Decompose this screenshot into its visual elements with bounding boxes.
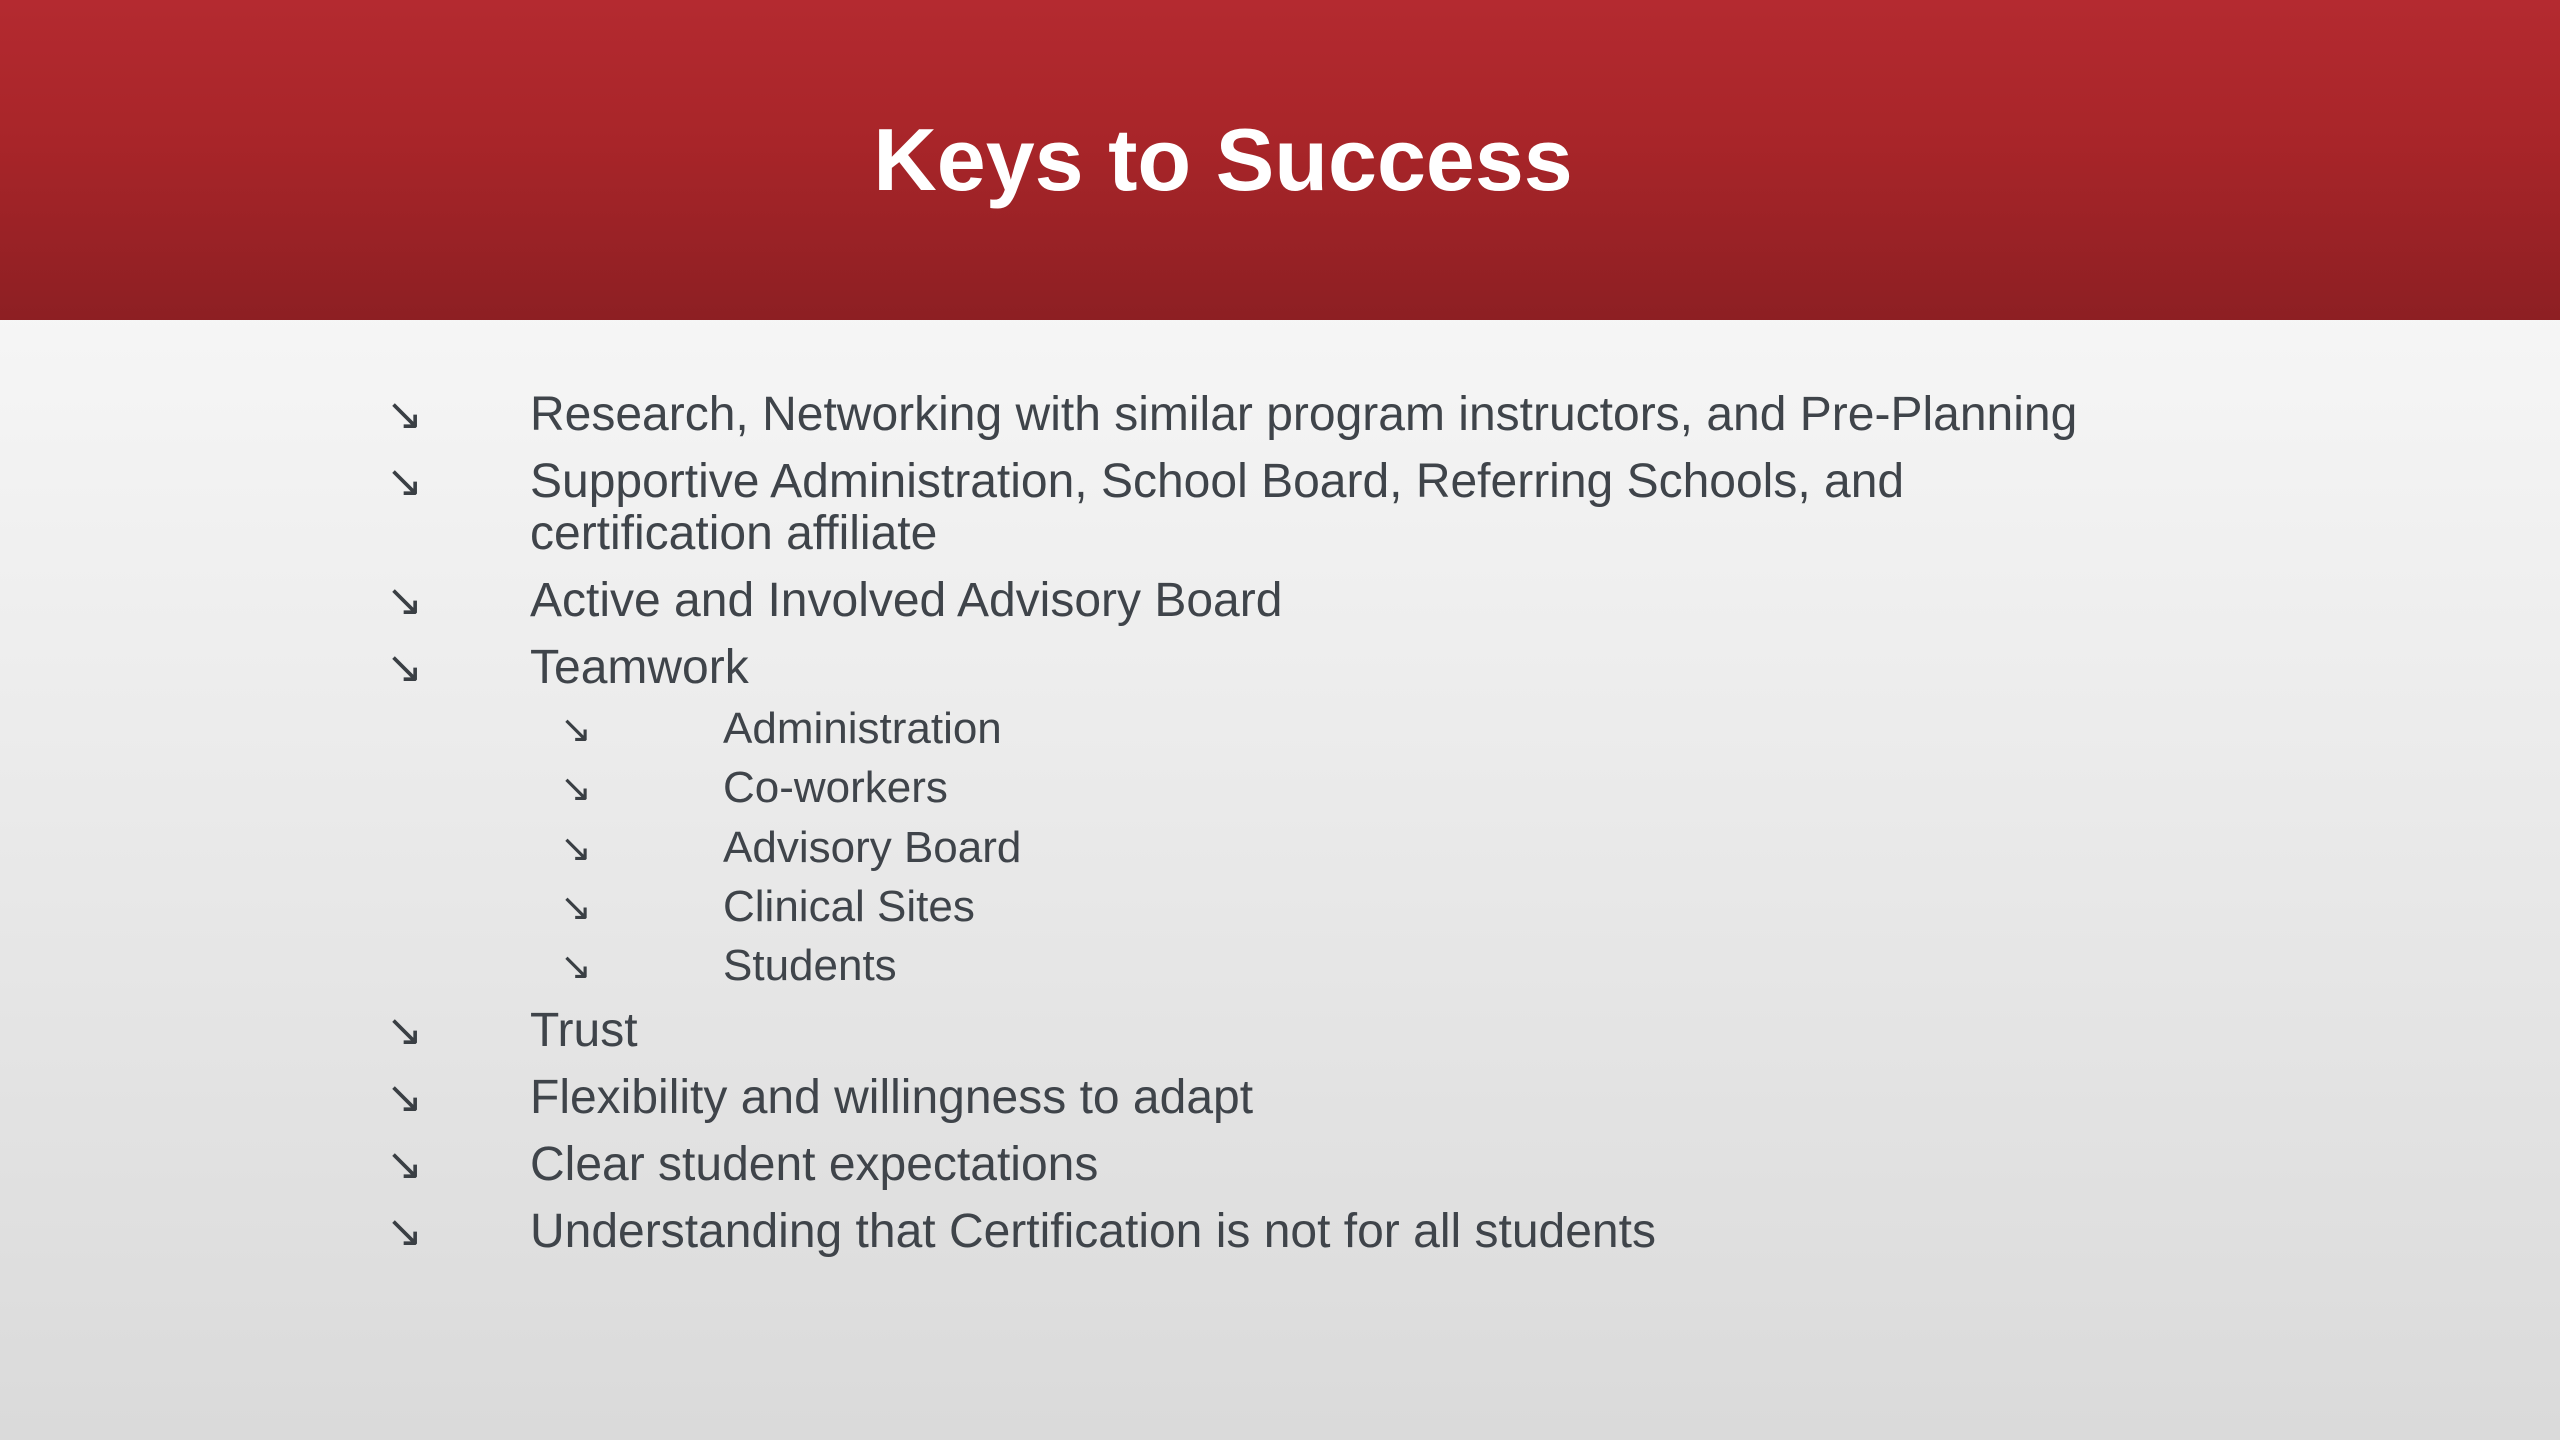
arrow-down-right-icon: ↘ xyxy=(386,1139,423,1190)
sub-list-item-text: Students xyxy=(723,941,897,990)
sub-list-item-text: Administration xyxy=(723,704,1002,753)
list-item-text: Active and Involved Advisory Board xyxy=(530,574,1283,627)
list-item-text: Research, Networking with similar program instructors, and Pre-Planning xyxy=(530,388,2078,441)
sub-list-item-text: Co-workers xyxy=(723,763,948,812)
list-item-text: Supportive Administration, School Board, Referring Schools, and xyxy=(530,455,1905,508)
arrow-down-right-icon: ↘ xyxy=(386,456,423,507)
arrow-down-right-icon: ↘ xyxy=(386,1072,423,1123)
sub-list-item-text: Clinical Sites xyxy=(723,882,975,931)
list-item-text: Flexibility and willingness to adapt xyxy=(530,1071,1254,1124)
list-item-text: Teamwork xyxy=(530,641,749,694)
arrow-down-right-icon: ↘ xyxy=(386,575,423,626)
list-item-text: Trust xyxy=(530,1004,638,1057)
arrow-down-right-icon: ↘ xyxy=(386,1206,423,1257)
list-item-text: Clear student expectations xyxy=(530,1138,1099,1191)
sub-list-item-text: Advisory Board xyxy=(723,823,1022,872)
arrow-down-right-icon: ↘ xyxy=(560,707,592,751)
arrow-down-right-icon: ↘ xyxy=(386,389,423,440)
arrow-down-right-icon: ↘ xyxy=(560,944,592,988)
arrow-down-right-icon: ↘ xyxy=(560,826,592,870)
list-item-text: certification affiliate xyxy=(530,507,938,560)
slide-title: Keys to Success xyxy=(873,110,1573,209)
arrow-down-right-icon: ↘ xyxy=(560,766,592,810)
list-item-text: Understanding that Certification is not for all students xyxy=(530,1205,1656,1258)
arrow-down-right-icon: ↘ xyxy=(386,1005,423,1056)
arrow-down-right-icon: ↘ xyxy=(560,885,592,929)
arrow-down-right-icon: ↘ xyxy=(386,642,423,693)
